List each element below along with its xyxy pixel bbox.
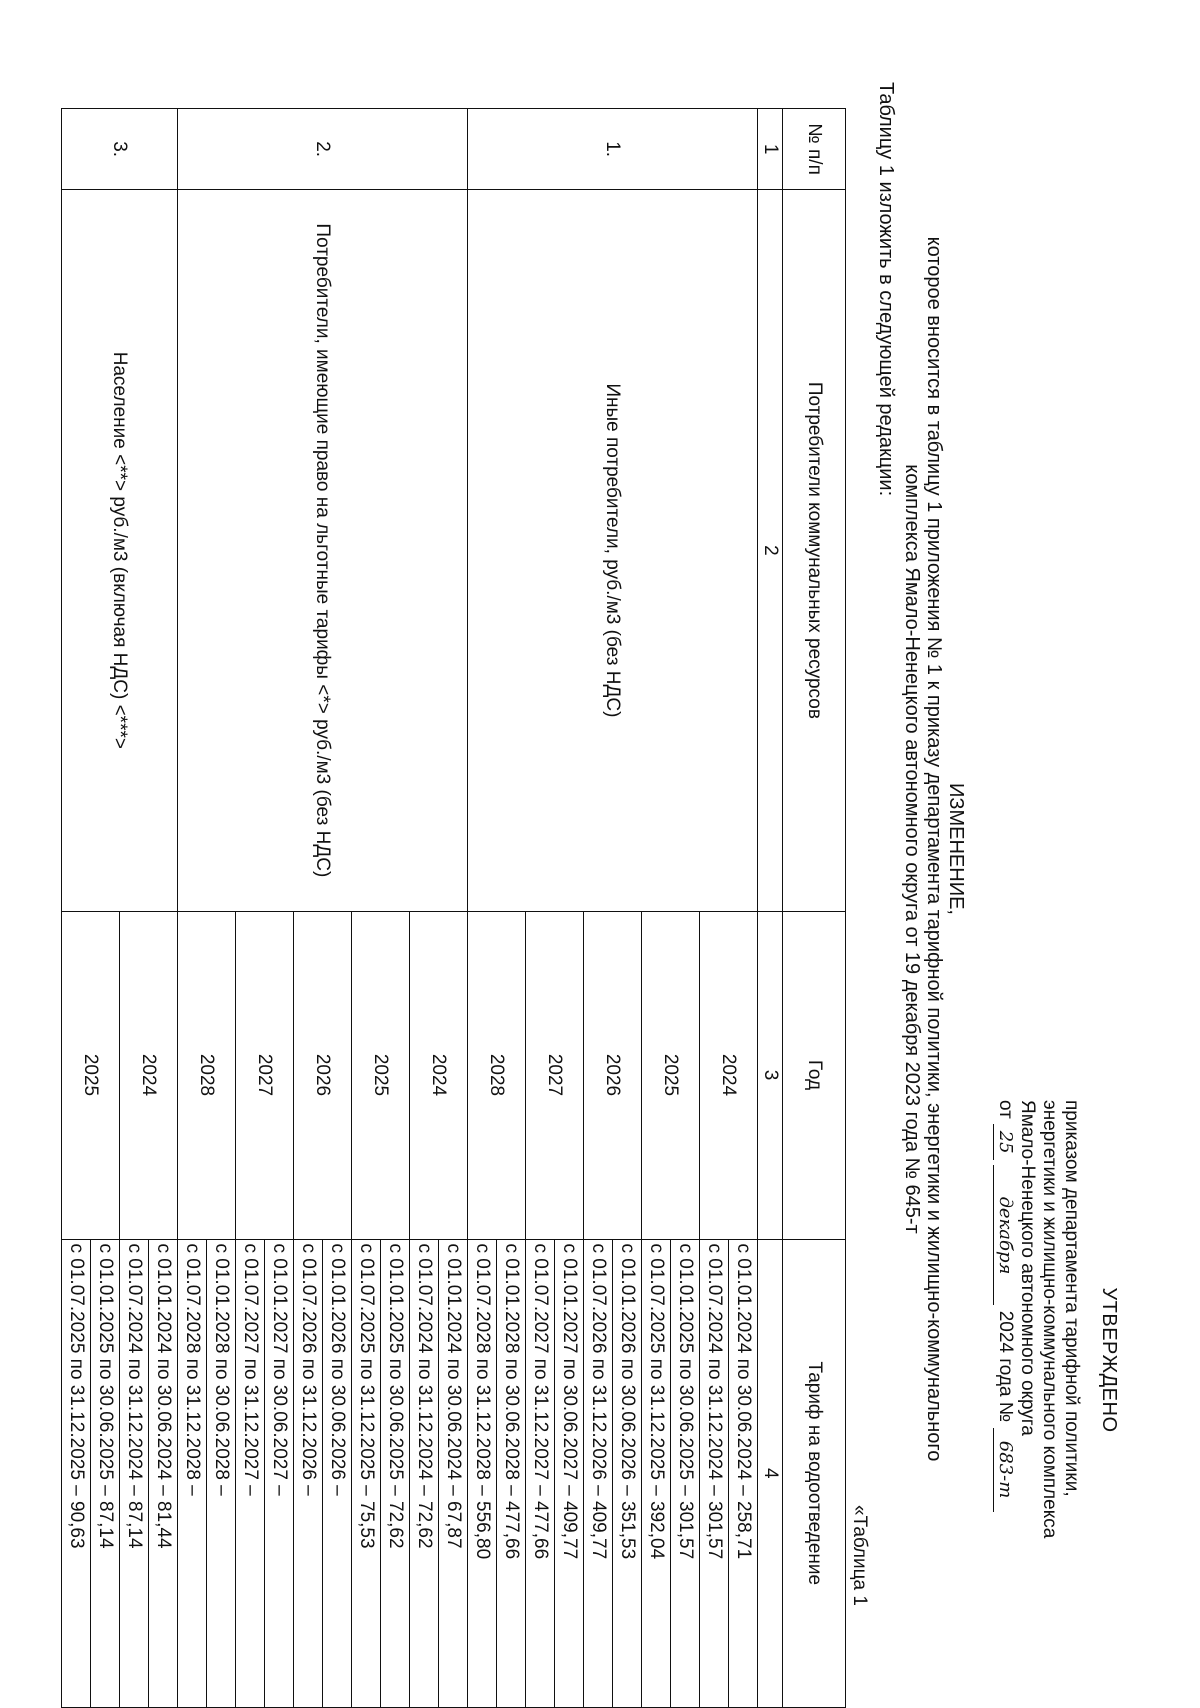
column-number: 3 xyxy=(758,911,783,1239)
year-cell: 2026 xyxy=(584,911,642,1239)
tariff-cell: с 01.07.2024 по 31.12.2024 – 72,62 xyxy=(410,1239,439,1707)
tariff-cell: с 01.01.2026 по 30.06.2026 – 351,53 xyxy=(613,1239,642,1707)
column-number: 2 xyxy=(758,190,783,911)
tariff-cell: с 01.01.2027 по 30.06.2027 – 409,77 xyxy=(555,1239,584,1707)
approval-date-line xyxy=(993,1100,1016,1620)
tariff-cell: с 01.01.2028 по 30.06.2028 – 477,66 xyxy=(497,1239,526,1707)
tariff-cell: с 01.01.2027 по 30.06.2027 – xyxy=(265,1239,294,1707)
year-cell: 2024 xyxy=(410,911,468,1239)
handwritten-number: 683-т xyxy=(993,1428,1016,1512)
tariff-cell: с 01.01.2025 по 30.06.2025 – 72,62 xyxy=(381,1239,410,1707)
table-label: «Таблица 1 xyxy=(849,1505,870,1606)
year-cell: 2024 xyxy=(700,911,758,1239)
approval-block xyxy=(993,1100,1120,1620)
tariff-cell: с 01.07.2025 по 31.12.2025 – 75,53 xyxy=(352,1239,381,1707)
year-cell: 2028 xyxy=(178,911,236,1239)
year-cell: 2027 xyxy=(526,911,584,1239)
column-number-row xyxy=(758,109,783,1708)
tariff-cell: с 01.07.2028 по 31.12.2028 – xyxy=(178,1239,207,1707)
header-cell: № п/п xyxy=(783,109,846,190)
year-cell: 2025 xyxy=(62,911,120,1239)
tariff-cell: с 01.07.2025 по 31.12.2025 – 392,04 xyxy=(642,1239,671,1707)
year-cell: 2025 xyxy=(352,911,410,1239)
table-row xyxy=(149,109,178,1708)
table-row xyxy=(729,109,758,1708)
column-number: 4 xyxy=(758,1239,783,1707)
tariff-cell: с 01.07.2026 по 31.12.2026 – 409,77 xyxy=(584,1239,613,1707)
header-cell: Потребители коммунальных ресурсов xyxy=(783,190,846,911)
tariff-cell: с 01.07.2024 по 31.12.2024 – 301,57 xyxy=(700,1239,729,1707)
tariff-cell: с 01.01.2024 по 30.06.2024 – 258,71 xyxy=(729,1239,758,1707)
year-cell: 2027 xyxy=(236,911,294,1239)
table-row xyxy=(439,109,468,1708)
row-number: 3. xyxy=(62,109,178,190)
title-heading: ИЗМЕНЕНИЕ, xyxy=(945,783,967,915)
handwritten-day: 25 xyxy=(993,1124,1016,1160)
approval-heading: УТВЕРЖДЕНО xyxy=(1098,1287,1120,1433)
consumer-cell: Потребители, имеющие право на льготные тарифы <*> руб./м3 (без НДС) xyxy=(178,190,468,911)
title-line: которое вносится в таблицу 1 приложения № 1 к приказу департамента тарифной политики, энергетики и жилищно-коммунального xyxy=(923,236,945,1462)
tariff-cell: с 01.07.2024 по 31.12.2024 – 87,14 xyxy=(120,1239,149,1707)
tariff-cell: с 01.07.2027 по 31.12.2027 – 477,66 xyxy=(526,1239,555,1707)
year-cell: 2028 xyxy=(468,911,526,1239)
handwritten-month: декабря xyxy=(993,1165,1016,1305)
tariff-cell: с 01.01.2028 по 30.06.2028 – xyxy=(207,1239,236,1707)
tariff-cell: с 01.07.2028 по 31.12.2028 – 556,80 xyxy=(468,1239,497,1707)
year-cell: 2026 xyxy=(294,911,352,1239)
row-number: 2. xyxy=(178,109,468,190)
tariff-cell: с 01.01.2026 по 30.06.2026 – xyxy=(323,1239,352,1707)
table-header-row xyxy=(783,109,846,1708)
consumer-cell: Население <**> руб./м3 (включая НДС) <***> xyxy=(62,190,178,911)
approval-line: приказом департамента тарифной политики, xyxy=(1061,1100,1082,1497)
intro-text: Таблицу 1 изложить в следующей редакции: xyxy=(875,82,897,497)
tariff-cell: с 01.01.2024 по 30.06.2024 – 67,87 xyxy=(439,1239,468,1707)
title-line: комплекса Ямало-Ненецкого автономного округа от 19 декабря 2023 года № 645-т xyxy=(901,464,923,1234)
tariff-cell: с 01.01.2025 по 30.06.2025 – 87,14 xyxy=(91,1239,120,1707)
tariff-cell: с 01.01.2024 по 30.06.2024 – 81,44 xyxy=(149,1239,178,1707)
header-cell: Год xyxy=(783,911,846,1239)
tariff-cell: с 01.07.2026 по 31.12.2026 – xyxy=(294,1239,323,1707)
change-title xyxy=(901,0,967,1698)
tariff-cell: с 01.01.2025 по 30.06.2025 – 301,57 xyxy=(671,1239,700,1707)
year-cell: 2024 xyxy=(120,911,178,1239)
year-cell: 2025 xyxy=(642,911,700,1239)
column-number: 1 xyxy=(758,109,783,190)
row-number: 1. xyxy=(468,109,758,190)
tariff-cell: с 01.07.2027 по 31.12.2027 – xyxy=(236,1239,265,1707)
approval-line: Ямало-Ненецкого автономного округа xyxy=(1017,1100,1038,1436)
approval-line: энергетики и жилищно-коммунального комплекса xyxy=(1039,1100,1060,1539)
date-prefix: от xyxy=(995,1100,1016,1119)
tariff-table xyxy=(61,108,846,1708)
header-cell: Тариф на водоотведение xyxy=(783,1239,846,1707)
date-year: 2024 года № xyxy=(995,1310,1016,1423)
consumer-cell: Иные потребители, руб./м3 (без НДС) xyxy=(468,190,758,911)
tariff-cell: с 01.07.2025 по 31.12.2025 – 90,63 xyxy=(62,1239,91,1707)
